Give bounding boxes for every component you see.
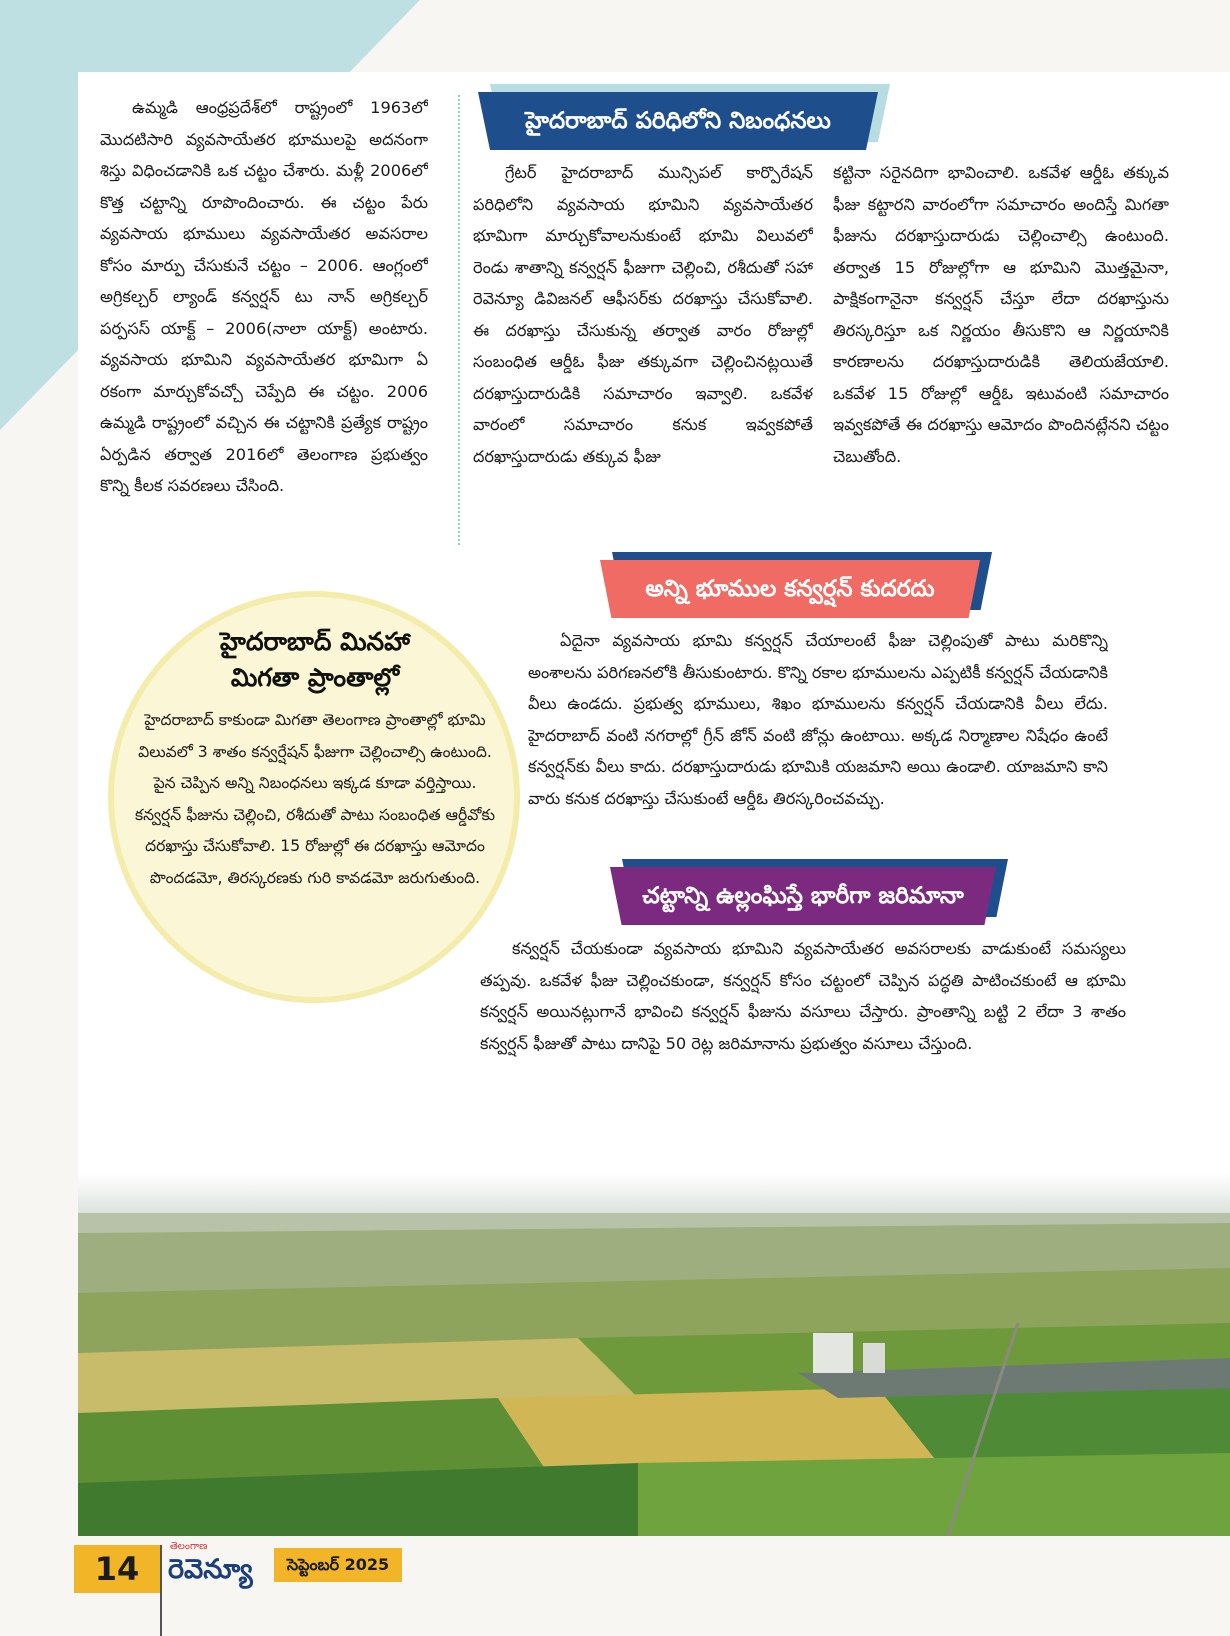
footer-divider (160, 1545, 162, 1636)
intro-paragraph: ఉమ్మడి ఆంధ్రప్రదేశ్‌లో రాష్ట్రంలో 1963లో మొదటిసారి వ్యవసాయేతర భూములపై అదనంగా శిస్తు విధించడానికి ఒక చట్టం చేశారు. మళ్లీ 2006లో కొత్త చట్టాన్ని రూపొందించారు. ఈ చట్టం పేరు వ్యవసాయ భూములు వ్యవసాయేతర అవసరాల కోసం మార్పు చేసుకునే చట్టం – 2006. ఆంగ్లంలో అగ్రికల్చర్ ల్యాండ్ కన్వర్షన్ టు నాన్ అగ్రికల్చర్ పర్పసస్ యాక్ట్ – 2006(నాలా యాక్ట్) అంటారు. వ్యవసాయ భూమిని వ్యవసాయేతర భూమిగా ఏ రకంగా మార్చుకోవచ్చో చెప్పేది ఈ చట్టం. 2006 ఉమ్మడి రాష్ట్రంలో వచ్చిన ఈ చట్టానికి ప్రత్యేక రాష్ట్రం ఏర్పడిన తర్వాత 2016లో తెలంగాణ ప్రభుత్వం కొన్ని కీలక సవరణలు చేసింది. (100, 98, 428, 495)
sidebar-title (155, 624, 475, 696)
section-banner-penalty (610, 867, 996, 925)
farmland-aerial-photo (78, 1173, 1230, 1536)
issue-date: సెప్టెంబర్ 2025 (286, 1555, 390, 1574)
magazine-subtitle: తెలంగాణ (170, 1541, 208, 1552)
page-number: 14 (94, 1550, 140, 1588)
magazine-name: రెవెన్యూ (168, 1554, 253, 1585)
sidebar-body: హైదరాబాద్ కాకుండా మిగతా తెలంగాణ ప్రాంతాల్లో భూమి విలువలో 3 శాతం కన్వర్షేషన్ ఫీజుగా చెల్లించాల్సి ఉంటుంది. పైన చెప్పిన అన్ని నిబంధనలు ఇక్కడ కూడా వర్తిస్తాయి. కన్వర్షన్ ఫీజును చెల్లించి, రశీదుతో పాటు సంబంధిత ఆర్డీవోకు దరఖాస్తు చేసుకోవాలి. 15 రోజుల్లో ఈ దరఖాస్తు ఆమోదం పొందడమో, తిరస్కరణకు గురి కావడమో జరుగుతుంది. (135, 711, 495, 887)
section-heading: చట్టాన్ని ఉల్లంఘిస్తే భారీగా జరిమానా (642, 883, 964, 909)
section1-column1: గ్రేటర్ హైదరాబాద్ మున్సిపల్ కార్పొరేషన్ పరిధిలోని వ్యవసాయ భూమిని వ్యవసాయేతర భూమిగా మార్చుకోవాలనుకుంటే భూమి విలువలో రెండు శాతాన్ని కన్వర్షన్ ఫీజుగా చెల్లించి, రశీదుతో సహా రెవెన్యూ డివిజనల్ ఆఫీసర్‌కు దరఖాస్తు చేసుకోవాలి. ఈ దరఖాస్తు చేసుకున్న తర్వాత వారం రోజుల్లో సంబంధిత ఆర్డీఓ ఫీజు తక్కువగా చెల్లించినట్లయితే దరఖాస్తుదారుడికి సమాచారం ఇవ్వాలి. ఒకవేళ వారంలో సమాచారం కనుక ఇవ్వకపోతే దరఖాస్తుదారుడు తక్కువ ఫీజు (473, 163, 813, 466)
section-heading: అన్ని భూముల కన్వర్షన్ కుదరదు (645, 576, 935, 602)
column-divider (458, 95, 460, 545)
sidebar-title-line: మిగతా ప్రాంతాల్లో (230, 663, 400, 692)
section2-body: ఏదైనా వ్యవసాయ భూమి కన్వర్షన్ చేయాలంటే ఫీజు చెల్లింపుతో పాటు మరికొన్ని అంశాలను పరిగణనలోకి తీసుకుంటారు. కొన్ని రకాల భూములను ఎప్పటికీ కన్వర్షన్ చేయడానికి వీలు ఉండదు. ప్రభుత్వ భూములు, శిఖం భూములను కన్వర్షన్ చేయడానికి వీలు లేదు. హైదరాబాద్ వంటి నగరాల్లో గ్రీన్ జోన్ వంటి జోన్లు ఉంటాయి. అక్కడ నిర్మాణాల నిషేధం ఉంటే కన్వర్షన్‌కు వీలు కాదు. దరఖాస్తుదారుడు భూమికి యజమాని అయి ఉండాలి. యాజమాని కాని వారు కనుక దరఖాస్తు చేసుకుంటే ఆర్డీఓ తిరస్కరించవచ్చు. (528, 631, 1108, 808)
section1-column2: కట్టినా సరైనదిగా భావించాలి. ఒకవేళ ఆర్డీఓ తక్కువ ఫీజు కట్టారని వారంలోగా సమాచారం అందిస్తే మిగతా ఫీజును దరఖాస్తుదారుడు చెల్లించాల్సి ఉంటుంది. తర్వాత 15 రోజుల్లోగా ఆ భూమిని మొత్తమైనా, పాక్షికంగానైనా కన్వర్షన్ చేస్తూ లేదా దరఖాస్తును తిరస్కరిస్తూ ఒక నిర్ణయం తీసుకొని ఆ నిర్ణయానికి కారణాలను దరఖాస్తుదారుడికి తెలియజేయాలి. ఒకవేళ 15 రోజుల్లో ఆర్డీఓ ఇటువంటి సమాచారం ఇవ్వకపోతే ఈ దరఖాస్తు ఆమోదం పొందినట్లేనని చట్టం చెబుతోంది. (833, 163, 1169, 466)
section-banner-not-all-lands (600, 560, 980, 618)
section-banner-hyderabad-rules (478, 92, 878, 150)
section3-body: కన్వర్షన్ చేయకుండా వ్యవసాయ భూమిని వ్యవసాయేతర అవసరాలకు వాడుకుంటే సమస్యలు తప్పవు. ఒకవేళ ఫీజు చెల్లించకుండా, కన్వర్షన్ కోసం చట్టంలో చెప్పిన పద్ధతి పాటించకుంటే ఆ భూమి కన్వర్షన్ అయినట్లుగానే భావించి కన్వర్షన్ ఫీజును వసూలు చేస్తారు. ప్రాంతాన్ని బట్టి 2 లేదా 3 శాతం కన్వర్షన్ ఫీజుతో పాటు దానిపై 50 రెట్ల జరిమానాను ప్రభుత్వం వసూలు చేస్తుంది. (480, 939, 1126, 1053)
section-heading: హైదరాబాద్ పరిధిలోని నిబంధనలు (525, 108, 831, 134)
sidebar-title-line: హైదరాబాద్ మినహా (220, 627, 410, 656)
